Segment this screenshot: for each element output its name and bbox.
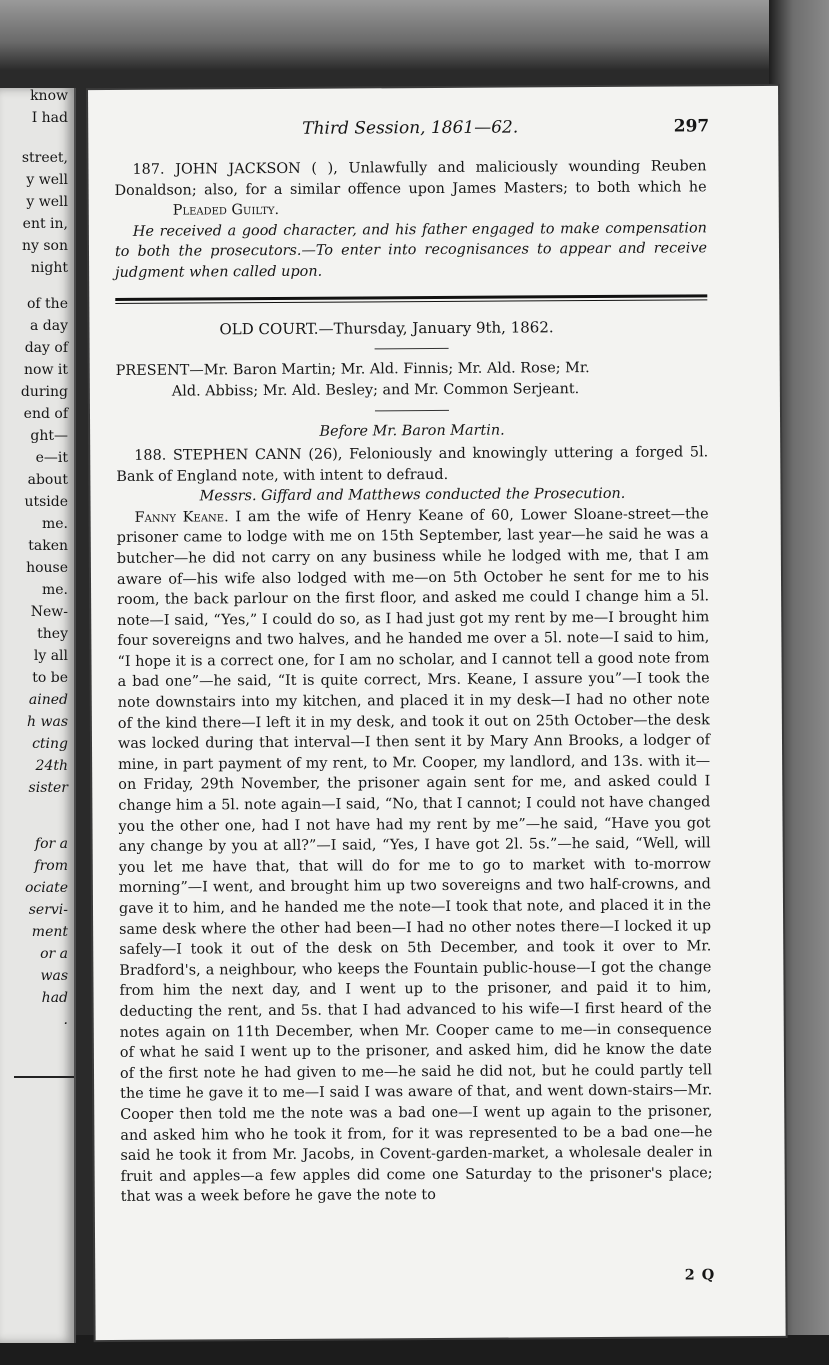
facing-page-fragment: me. bbox=[41, 582, 68, 598]
facing-page-fragment: taken bbox=[28, 538, 68, 554]
facing-page-fragment: e—it bbox=[35, 450, 68, 466]
facing-page-fragment: sister bbox=[28, 780, 68, 796]
facing-page-fragment: was bbox=[40, 968, 68, 984]
entry-188: 188. STEPHEN CANN (26), Feloniously and knowingly uttering a forged 5l. Bank of England note, with intent to defraud. bbox=[116, 444, 709, 485]
facing-page-fragment: ly all bbox=[33, 648, 68, 664]
facing-page-fragment: to be bbox=[32, 670, 68, 686]
facing-page-fragment: me. bbox=[41, 516, 68, 532]
facing-page-fragment: house bbox=[26, 560, 68, 576]
book-page bbox=[88, 86, 786, 1340]
entry-187-lead: 187. JOHN JACKSON ( ), Unlawfully and maliciously wounding Reuben Donaldson; also, for a similar offence upon James Masters; to both which he bbox=[114, 158, 707, 199]
signature-mark: 2 Q bbox=[684, 1266, 716, 1284]
page-number: 297 bbox=[673, 116, 710, 137]
facing-page-fragment: y well bbox=[26, 172, 68, 188]
facing-page-fragment: from bbox=[34, 858, 68, 874]
entry-187-judgment: He received a good character, and his father engaged to make compensation to both the prosecutors.—To enter into recognisances to appear and receive judgment when called upon. bbox=[114, 220, 708, 281]
testimony bbox=[117, 504, 713, 1208]
facing-page-fragment: cting bbox=[32, 736, 68, 752]
facing-page-fragment: day of bbox=[24, 340, 68, 356]
short-divider-1 bbox=[375, 348, 449, 349]
facing-page-fragment: ociate bbox=[24, 880, 68, 896]
facing-page-fragment: a day bbox=[29, 318, 68, 334]
before-judge: Before Mr. Baron Martin. bbox=[319, 422, 505, 441]
page-content bbox=[114, 116, 713, 1208]
facing-page-fragment: end of bbox=[23, 406, 68, 422]
facing-page-fragment: ment bbox=[31, 924, 68, 940]
facing-page-fragment: night bbox=[30, 260, 68, 276]
facing-page-fragment: h was bbox=[27, 714, 68, 730]
facing-page-fragment: about bbox=[27, 472, 68, 488]
facing-page-fragment: during bbox=[20, 384, 68, 400]
photo-backdrop-top bbox=[0, 0, 829, 70]
facing-page-fragment: servi- bbox=[28, 902, 68, 918]
present-line-2: Ald. Abbiss; Mr. Ald. Besley; and Mr. Common Serjeant. bbox=[171, 380, 580, 400]
facing-page-fragment: ght— bbox=[30, 428, 68, 444]
present-line-1: PRESENT—Mr. Baron Martin; Mr. Ald. Finnis; Mr. Ald. Rose; Mr. bbox=[115, 360, 590, 380]
facing-page-fragment: know bbox=[30, 88, 68, 104]
facing-page-fragment: ent in, bbox=[22, 216, 68, 232]
running-title: Third Session, 1861—62. bbox=[302, 117, 519, 139]
entry-187-plea: Pleaded Guilty. bbox=[172, 202, 280, 219]
facing-page-fragment: street, bbox=[21, 150, 68, 166]
facing-page-fragment: or a bbox=[40, 946, 68, 962]
witness-name: Fanny Keane. bbox=[134, 508, 229, 526]
facing-page-fragment: ained bbox=[28, 692, 68, 708]
facing-page-fragment: utside bbox=[24, 494, 68, 510]
facing-page-fragment: ny son bbox=[21, 238, 68, 254]
entry-187 bbox=[114, 156, 706, 221]
facing-page-fragment: . bbox=[63, 1012, 68, 1028]
short-divider-2 bbox=[375, 410, 449, 411]
running-head bbox=[114, 116, 710, 146]
facing-page-fragment: had bbox=[41, 990, 68, 1006]
counsel-line: Messrs. Giffard and Matthews conducted the Prosecution. bbox=[199, 485, 626, 505]
facing-page-rule bbox=[14, 1076, 74, 1078]
facing-page-fragment: 24th bbox=[35, 758, 68, 774]
facing-page-fragment: now it bbox=[24, 362, 68, 378]
facing-page-fragment: I had bbox=[31, 110, 68, 126]
facing-page-fragment: y well bbox=[26, 194, 68, 210]
facing-page-edge bbox=[0, 88, 76, 1343]
section-divider bbox=[115, 294, 707, 304]
facing-page-fragment: they bbox=[37, 626, 68, 642]
present-bench bbox=[116, 357, 708, 402]
facing-page-fragment: New- bbox=[30, 604, 68, 620]
testimony-text: I am the wife of Henry Keane of 60, Lower Sloane-street—the prisoner came to lodge with me on 15th September, last year—he said he was a butcher—he did not carry on any business while he lodged with me, that I am aware of—his wife also lodged with me—on 5th October he sent for me to his room, the back parlour on the first floor, and asked me could I change him a 5l. note—I said, “Yes,” I could do so, as I had just got my rent by me—I brought him four sovereigns and two halves, and he handed me over a 5l. note—I said to him, “I hope it is a correct one, for I am no scholar, and I cannot tell a good note from a bad one”—he said, “It is quite correct, Mrs. Keane, I assure you”—I took the note downstairs into my kitchen, and placed it in my desk—I had no other note of the kind there—I left it in my desk, and took it out on 25th October—the desk was locked during that interval—I then sent it by Mary Ann Brooks, a lodger of mine, in part payment of my rent, to Mr. Cooper, my landlord, and 13s. with it—on Friday, 29th November, the prisoner again sent for me, and asked could I change him a 5l. note again—I said, “No, that I cannot; I could not have changed you the other one, had I not have had my rent by me”—he said, “Have you got any change by you at all?”—I said, “Yes, I have got 2l. 5s.”—he said, “Well, will you let me have that, that will do for me to go to market with to-morrow morning”—I went, and brought him up two sovereigns and two half-crowns, and gave it to him, and he handed me the note—I took that note, and placed it in the same desk where the other had been—I had no other notes there—I locked it up safely—I took it out of the desk on 5th December, and took it over to Mr. Bradford's, a neighbour, who keeps the Fountain public-house—I got the change from him the next day, and I went up to the prisoner, and paid it to him, deducting the rent, and 5s. that I had advanced to his wife—I first heard of the notes again on 11th December, when Mr. Cooper came to me—in consequence of what he said I went up to the prisoner, and asked him, did he know the date of the first note he had given to me—he said he did not, but he could partly tell the time he gave it to me—I said I was aware of that, and went down-stairs—Mr. Cooper then told me the note was a bad one—I went up again to the prisoner, and asked him who he took it from, for it was represented to be a bad one—he said he took it from Mr. Jacobs, in Covent-garden-market, a wholesale dealer in fruit and apples—a few apples did come one Saturday to the prisoner's place; that was a week before he gave the note to bbox=[116, 506, 713, 1206]
facing-page-fragment: for a bbox=[34, 836, 68, 852]
court-heading: OLD COURT.—Thursday, January 9th, 1862. bbox=[219, 317, 554, 338]
facing-page-fragment: of the bbox=[27, 296, 68, 312]
